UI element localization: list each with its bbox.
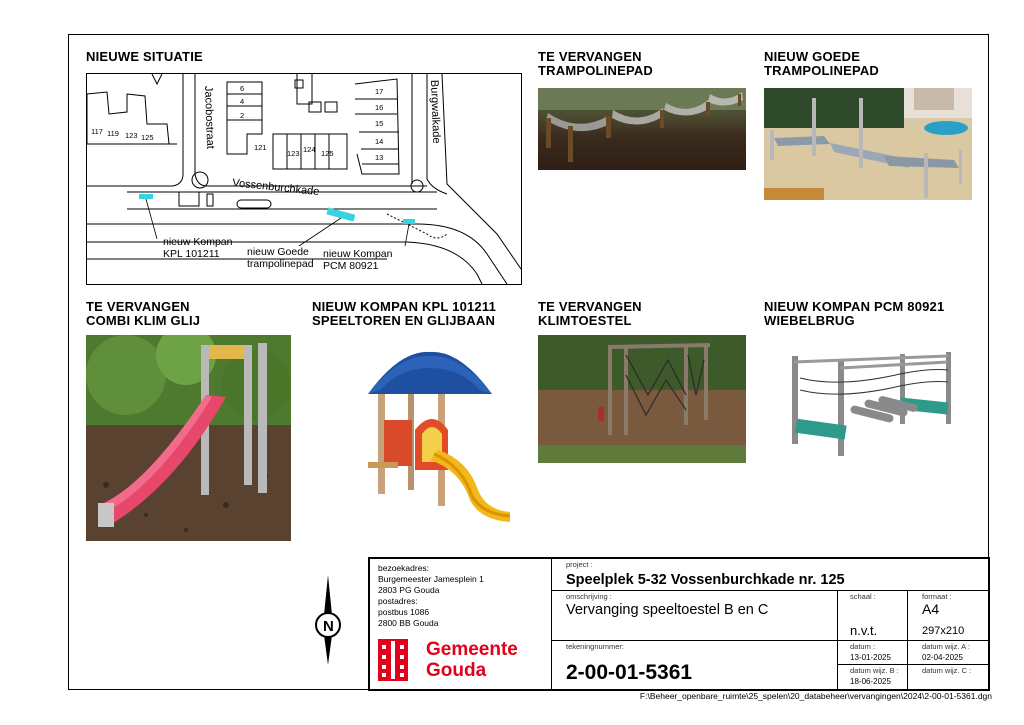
description-cell: omschrijving : Vervanging speeltoestel B en C (552, 591, 838, 641)
callout-marker-kpl (139, 194, 153, 199)
photo-old-climbing-frame (538, 335, 746, 463)
project-value: Speelplek 5-32 Vossenburchkade nr. 125 (566, 572, 845, 588)
house-number: 4 (240, 97, 245, 106)
drawing-number-cell: tekeningnummer: 2-00-01-5361 (552, 641, 838, 689)
description-value: Vervanging speeltoestel B en C (566, 602, 769, 618)
date-b-cell: datum wijz. B : 18-06-2025 (838, 665, 908, 689)
scale-cell: schaal : n.v.t. (838, 591, 908, 641)
house-number: 117 (91, 127, 103, 136)
street-name-burgwalkade: Burgwalkade (428, 79, 443, 144)
callout-pcm-label: nieuw Kompan PCM 80921 (323, 248, 393, 272)
heading-new-goede-trampoline: NIEUW GOEDE TRAMPOLINEPAD (764, 49, 880, 78)
street-name-vossenburchkade: Vossenburchkade (231, 177, 320, 199)
photo-new-kompan-pcm-wobble-bridge (780, 348, 960, 460)
house-number: 123 (287, 149, 300, 158)
house-number: 13 (375, 153, 384, 162)
municipality-info (370, 559, 552, 689)
date-c-cell: datum wijz. C : (922, 666, 972, 675)
house-number: 125 (141, 133, 154, 142)
title-block (368, 557, 990, 691)
house-number: 14 (375, 137, 384, 146)
date-a-cell: datum wijz. A : 02-04-2025 (908, 641, 988, 665)
house-number: 2 (240, 111, 245, 120)
date-b-value: 18-06-2025 (850, 677, 891, 686)
callout-kpl-label: nieuw Kompan KPL 101211 (163, 236, 233, 260)
format-value: A4 (922, 601, 940, 617)
photo-old-trampoline-path (538, 88, 746, 170)
project-row: project : Speelplek 5-32 Vossenburchkade nr. 125 (552, 559, 988, 591)
site-map (86, 73, 522, 285)
house-number: 119 (107, 129, 119, 138)
svg-text:N: N (323, 618, 334, 635)
date-a-value: 02-04-2025 (922, 653, 963, 662)
callout-goede-label: nieuw Goede trampolinepad (247, 246, 314, 270)
address-block: bezoekadres: Burgemeester Jamesplein 1 2803 PG Gouda postadres: postbus 1086 2800 BB Gouda (378, 563, 484, 628)
file-path: F:\Beheer_openbare_ruimte\25_spelen\20_databeheer\vervangingen\2024\2-00-01-5361.dgn (639, 691, 992, 701)
house-number: 123 (125, 131, 138, 140)
callout-marker-goede (326, 207, 355, 221)
heading-to-replace-combi: TE VERVANGEN COMBI KLIM GLIJ (86, 299, 201, 328)
heading-new-situation: NIEUWE SITUATIE (86, 49, 203, 64)
street-name-jacobostraat: Jacobostraat (202, 85, 217, 150)
house-number: 15 (375, 119, 384, 128)
heading-to-replace-climbing: TE VERVANGEN KLIMTOESTEL (538, 299, 642, 328)
callout-marker-pcm (403, 219, 415, 224)
scale-value: n.v.t. (850, 623, 878, 638)
gouda-logo-icon (378, 639, 408, 681)
heading-new-kompan-pcm: NIEUW KOMPAN PCM 80921 WIEBELBRUG (764, 299, 945, 328)
house-number: 16 (375, 103, 384, 112)
heading-new-kompan-kpl: NIEUW KOMPAN KPL 101211 SPEELTOREN EN GLIJBAAN (312, 299, 497, 328)
house-number: 6 (240, 84, 245, 93)
format-size: 297x210 (922, 625, 965, 637)
house-number: 17 (375, 87, 384, 96)
heading-to-replace-trampoline: TE VERVANGEN TRAMPOLINEPAD (538, 49, 654, 78)
date-cell: datum : 13-01-2025 (838, 641, 908, 665)
gouda-logo-wordmark: Gemeente Gouda (426, 639, 518, 681)
date-value: 13-01-2025 (850, 653, 891, 662)
format-cell: formaat : A4 297x210 (908, 591, 988, 641)
house-number: 125 (321, 149, 334, 158)
north-arrow-icon (312, 575, 344, 675)
house-number: 124 (303, 145, 316, 154)
house-number: 121 (254, 143, 267, 152)
photo-new-kompan-kpl-tower (360, 350, 518, 530)
photo-old-combi-climb-slide (86, 335, 291, 541)
photo-new-goede-trampoline-path (764, 88, 972, 200)
drawing-number-value: 2-00-01-5361 (566, 661, 693, 684)
